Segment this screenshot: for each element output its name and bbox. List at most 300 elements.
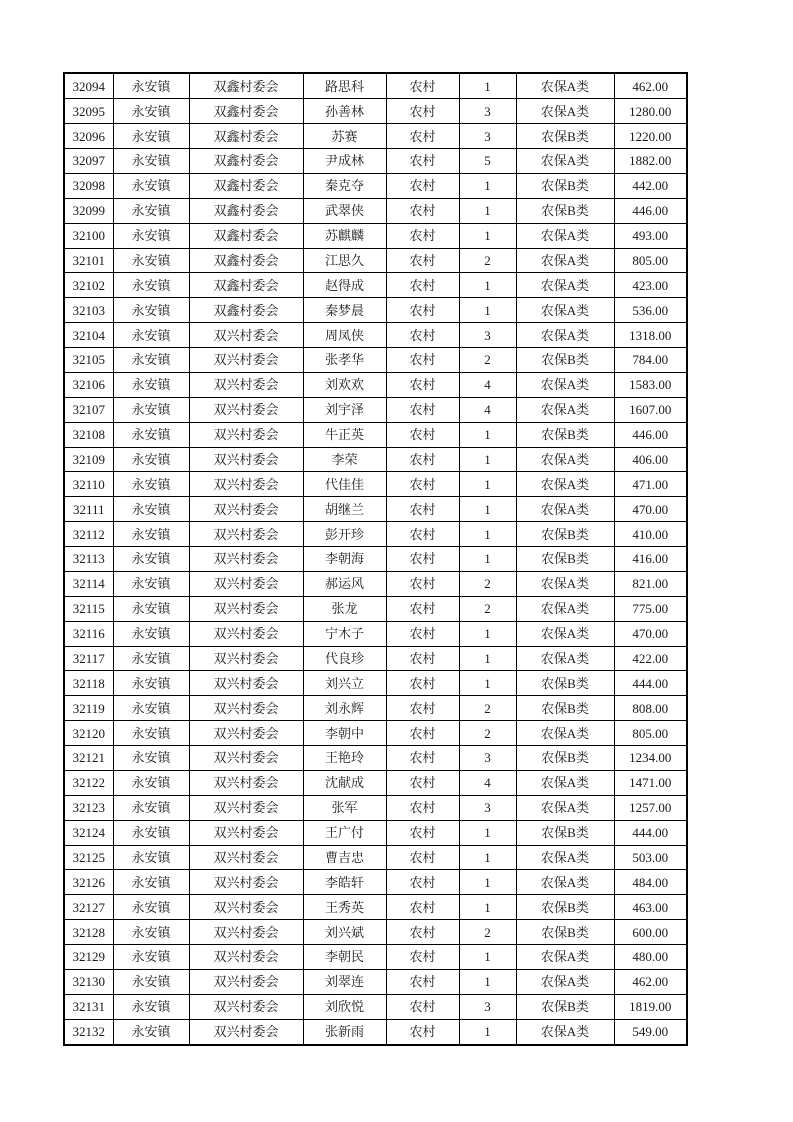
cell-type: 农保A类 xyxy=(516,73,614,99)
cell-amount: 446.00 xyxy=(614,198,687,223)
cell-amount: 784.00 xyxy=(614,348,687,373)
cell-count: 1 xyxy=(459,198,516,223)
cell-town: 永安镇 xyxy=(113,248,189,273)
cell-category: 农村 xyxy=(386,397,459,422)
cell-id: 32127 xyxy=(64,895,113,920)
cell-amount: 493.00 xyxy=(614,223,687,248)
cell-town: 永安镇 xyxy=(113,671,189,696)
cell-type: 农保A类 xyxy=(516,273,614,298)
cell-town: 永安镇 xyxy=(113,621,189,646)
cell-town: 永安镇 xyxy=(113,522,189,547)
cell-type: 农保A类 xyxy=(516,571,614,596)
cell-count: 2 xyxy=(459,920,516,945)
table-row xyxy=(64,870,687,895)
cell-category: 农村 xyxy=(386,895,459,920)
cell-amount: 1882.00 xyxy=(614,149,687,174)
table-row xyxy=(64,447,687,472)
cell-amount: 470.00 xyxy=(614,497,687,522)
cell-amount: 422.00 xyxy=(614,646,687,671)
cell-type: 农保A类 xyxy=(516,497,614,522)
cell-category: 农村 xyxy=(386,372,459,397)
cell-name: 李朝民 xyxy=(303,945,386,970)
cell-count: 1 xyxy=(459,895,516,920)
cell-type: 农保A类 xyxy=(516,1019,614,1045)
cell-amount: 444.00 xyxy=(614,820,687,845)
cell-village: 双兴村委会 xyxy=(189,348,303,373)
cell-village: 双鑫村委会 xyxy=(189,149,303,174)
cell-town: 永安镇 xyxy=(113,124,189,149)
cell-type: 农保B类 xyxy=(516,422,614,447)
cell-village: 双兴村委会 xyxy=(189,372,303,397)
cell-count: 2 xyxy=(459,571,516,596)
cell-id: 32112 xyxy=(64,522,113,547)
cell-category: 农村 xyxy=(386,596,459,621)
cell-town: 永安镇 xyxy=(113,1019,189,1045)
cell-count: 3 xyxy=(459,746,516,771)
cell-village: 双兴村委会 xyxy=(189,795,303,820)
cell-count: 3 xyxy=(459,323,516,348)
cell-village: 双兴村委会 xyxy=(189,845,303,870)
cell-type: 农保B类 xyxy=(516,348,614,373)
cell-category: 农村 xyxy=(386,348,459,373)
cell-amount: 805.00 xyxy=(614,248,687,273)
cell-type: 农保A类 xyxy=(516,298,614,323)
cell-count: 1 xyxy=(459,298,516,323)
cell-id: 32114 xyxy=(64,571,113,596)
cell-count: 1 xyxy=(459,845,516,870)
cell-id: 32113 xyxy=(64,547,113,572)
cell-name: 江思久 xyxy=(303,248,386,273)
cell-id: 32115 xyxy=(64,596,113,621)
cell-type: 农保B类 xyxy=(516,895,614,920)
cell-id: 32106 xyxy=(64,372,113,397)
cell-name: 李朝海 xyxy=(303,547,386,572)
cell-town: 永安镇 xyxy=(113,372,189,397)
cell-town: 永安镇 xyxy=(113,298,189,323)
table-row xyxy=(64,397,687,422)
cell-type: 农保B类 xyxy=(516,696,614,721)
records-tbody xyxy=(64,73,687,1045)
table-row xyxy=(64,198,687,223)
cell-id: 32109 xyxy=(64,447,113,472)
cell-village: 双鑫村委会 xyxy=(189,298,303,323)
cell-id: 32098 xyxy=(64,173,113,198)
cell-category: 农村 xyxy=(386,124,459,149)
cell-amount: 805.00 xyxy=(614,721,687,746)
cell-name: 路思科 xyxy=(303,73,386,99)
cell-category: 农村 xyxy=(386,671,459,696)
table-row xyxy=(64,124,687,149)
cell-name: 刘翠连 xyxy=(303,969,386,994)
cell-amount: 444.00 xyxy=(614,671,687,696)
cell-type: 农保A类 xyxy=(516,845,614,870)
table-row xyxy=(64,671,687,696)
cell-id: 32099 xyxy=(64,198,113,223)
cell-name: 曹吉忠 xyxy=(303,845,386,870)
cell-count: 4 xyxy=(459,372,516,397)
cell-category: 农村 xyxy=(386,447,459,472)
cell-count: 1 xyxy=(459,820,516,845)
cell-type: 农保A类 xyxy=(516,721,614,746)
cell-name: 刘欣悦 xyxy=(303,994,386,1019)
table-row xyxy=(64,721,687,746)
table-row xyxy=(64,323,687,348)
cell-category: 农村 xyxy=(386,721,459,746)
cell-category: 农村 xyxy=(386,920,459,945)
cell-village: 双鑫村委会 xyxy=(189,273,303,298)
cell-category: 农村 xyxy=(386,547,459,572)
cell-village: 双兴村委会 xyxy=(189,323,303,348)
cell-town: 永安镇 xyxy=(113,472,189,497)
table-row xyxy=(64,969,687,994)
cell-amount: 1471.00 xyxy=(614,770,687,795)
cell-village: 双鑫村委会 xyxy=(189,248,303,273)
cell-amount: 423.00 xyxy=(614,273,687,298)
cell-name: 宁木子 xyxy=(303,621,386,646)
cell-amount: 1257.00 xyxy=(614,795,687,820)
cell-town: 永安镇 xyxy=(113,746,189,771)
table-row xyxy=(64,746,687,771)
table-row xyxy=(64,696,687,721)
cell-town: 永安镇 xyxy=(113,497,189,522)
cell-count: 1 xyxy=(459,1019,516,1045)
cell-type: 农保A类 xyxy=(516,870,614,895)
cell-id: 32111 xyxy=(64,497,113,522)
cell-category: 农村 xyxy=(386,571,459,596)
cell-name: 代良珍 xyxy=(303,646,386,671)
cell-amount: 410.00 xyxy=(614,522,687,547)
cell-village: 双兴村委会 xyxy=(189,547,303,572)
cell-category: 农村 xyxy=(386,646,459,671)
cell-amount: 775.00 xyxy=(614,596,687,621)
table-row xyxy=(64,820,687,845)
cell-village: 双兴村委会 xyxy=(189,497,303,522)
cell-category: 农村 xyxy=(386,422,459,447)
cell-town: 永安镇 xyxy=(113,149,189,174)
cell-amount: 471.00 xyxy=(614,472,687,497)
cell-village: 双兴村委会 xyxy=(189,870,303,895)
cell-amount: 1234.00 xyxy=(614,746,687,771)
cell-category: 农村 xyxy=(386,621,459,646)
table-row xyxy=(64,571,687,596)
cell-amount: 503.00 xyxy=(614,845,687,870)
cell-town: 永安镇 xyxy=(113,397,189,422)
cell-count: 1 xyxy=(459,621,516,646)
cell-town: 永安镇 xyxy=(113,870,189,895)
table-row xyxy=(64,472,687,497)
cell-id: 32104 xyxy=(64,323,113,348)
cell-town: 永安镇 xyxy=(113,895,189,920)
cell-village: 双鑫村委会 xyxy=(189,99,303,124)
cell-village: 双鑫村委会 xyxy=(189,173,303,198)
cell-name: 王秀英 xyxy=(303,895,386,920)
cell-amount: 1280.00 xyxy=(614,99,687,124)
cell-village: 双兴村委会 xyxy=(189,472,303,497)
cell-town: 永安镇 xyxy=(113,422,189,447)
table-row xyxy=(64,895,687,920)
cell-id: 32107 xyxy=(64,397,113,422)
cell-count: 1 xyxy=(459,547,516,572)
cell-village: 双兴村委会 xyxy=(189,646,303,671)
cell-name: 王艳玲 xyxy=(303,746,386,771)
cell-count: 1 xyxy=(459,173,516,198)
cell-village: 双兴村委会 xyxy=(189,770,303,795)
cell-village: 双兴村委会 xyxy=(189,920,303,945)
cell-type: 农保A类 xyxy=(516,945,614,970)
cell-count: 3 xyxy=(459,124,516,149)
cell-type: 农保B类 xyxy=(516,920,614,945)
cell-count: 2 xyxy=(459,348,516,373)
cell-count: 1 xyxy=(459,73,516,99)
cell-category: 农村 xyxy=(386,770,459,795)
table-row xyxy=(64,99,687,124)
cell-town: 永安镇 xyxy=(113,547,189,572)
cell-category: 农村 xyxy=(386,497,459,522)
cell-type: 农保A类 xyxy=(516,372,614,397)
table-row xyxy=(64,298,687,323)
table-row xyxy=(64,273,687,298)
table-row xyxy=(64,223,687,248)
cell-count: 1 xyxy=(459,870,516,895)
cell-category: 农村 xyxy=(386,223,459,248)
cell-category: 农村 xyxy=(386,298,459,323)
cell-name: 武翠侠 xyxy=(303,198,386,223)
table-row xyxy=(64,248,687,273)
cell-town: 永安镇 xyxy=(113,920,189,945)
cell-id: 32120 xyxy=(64,721,113,746)
cell-town: 永安镇 xyxy=(113,73,189,99)
cell-id: 32129 xyxy=(64,945,113,970)
cell-town: 永安镇 xyxy=(113,969,189,994)
cell-town: 永安镇 xyxy=(113,845,189,870)
table-row xyxy=(64,596,687,621)
cell-amount: 1819.00 xyxy=(614,994,687,1019)
cell-category: 农村 xyxy=(386,845,459,870)
cell-village: 双兴村委会 xyxy=(189,571,303,596)
table-row xyxy=(64,372,687,397)
cell-type: 农保B类 xyxy=(516,820,614,845)
cell-name: 李荣 xyxy=(303,447,386,472)
cell-count: 1 xyxy=(459,422,516,447)
cell-town: 永安镇 xyxy=(113,696,189,721)
cell-category: 农村 xyxy=(386,696,459,721)
cell-type: 农保B类 xyxy=(516,746,614,771)
cell-count: 2 xyxy=(459,721,516,746)
cell-category: 农村 xyxy=(386,746,459,771)
cell-type: 农保B类 xyxy=(516,522,614,547)
cell-id: 32097 xyxy=(64,149,113,174)
cell-amount: 462.00 xyxy=(614,969,687,994)
cell-id: 32124 xyxy=(64,820,113,845)
cell-id: 32121 xyxy=(64,746,113,771)
cell-category: 农村 xyxy=(386,198,459,223)
cell-count: 4 xyxy=(459,770,516,795)
cell-count: 4 xyxy=(459,397,516,422)
table-row xyxy=(64,497,687,522)
cell-village: 双兴村委会 xyxy=(189,596,303,621)
cell-count: 1 xyxy=(459,671,516,696)
cell-id: 32126 xyxy=(64,870,113,895)
table-row xyxy=(64,173,687,198)
cell-count: 5 xyxy=(459,149,516,174)
cell-id: 32095 xyxy=(64,99,113,124)
cell-id: 32116 xyxy=(64,621,113,646)
table-row xyxy=(64,522,687,547)
cell-name: 张军 xyxy=(303,795,386,820)
table-row xyxy=(64,945,687,970)
cell-amount: 1318.00 xyxy=(614,323,687,348)
cell-type: 农保A类 xyxy=(516,248,614,273)
cell-village: 双鑫村委会 xyxy=(189,73,303,99)
cell-type: 农保A类 xyxy=(516,770,614,795)
cell-name: 胡继兰 xyxy=(303,497,386,522)
cell-id: 32122 xyxy=(64,770,113,795)
cell-name: 尹成林 xyxy=(303,149,386,174)
cell-amount: 462.00 xyxy=(614,73,687,99)
cell-type: 农保B类 xyxy=(516,547,614,572)
cell-name: 代佳佳 xyxy=(303,472,386,497)
table-row xyxy=(64,621,687,646)
records-table xyxy=(63,72,688,1046)
cell-village: 双兴村委会 xyxy=(189,696,303,721)
cell-name: 张龙 xyxy=(303,596,386,621)
cell-amount: 536.00 xyxy=(614,298,687,323)
cell-category: 农村 xyxy=(386,795,459,820)
cell-village: 双兴村委会 xyxy=(189,895,303,920)
cell-id: 32117 xyxy=(64,646,113,671)
cell-category: 农村 xyxy=(386,820,459,845)
cell-id: 32132 xyxy=(64,1019,113,1045)
cell-town: 永安镇 xyxy=(113,571,189,596)
cell-village: 双兴村委会 xyxy=(189,447,303,472)
cell-id: 32102 xyxy=(64,273,113,298)
cell-id: 32123 xyxy=(64,795,113,820)
cell-name: 刘宇泽 xyxy=(303,397,386,422)
cell-id: 32119 xyxy=(64,696,113,721)
cell-village: 双鑫村委会 xyxy=(189,198,303,223)
cell-name: 沈献成 xyxy=(303,770,386,795)
cell-category: 农村 xyxy=(386,173,459,198)
cell-village: 双兴村委会 xyxy=(189,522,303,547)
cell-id: 32103 xyxy=(64,298,113,323)
cell-category: 农村 xyxy=(386,248,459,273)
cell-id: 32110 xyxy=(64,472,113,497)
table-row xyxy=(64,770,687,795)
cell-town: 永安镇 xyxy=(113,348,189,373)
cell-count: 1 xyxy=(459,273,516,298)
cell-amount: 1220.00 xyxy=(614,124,687,149)
cell-village: 双兴村委会 xyxy=(189,969,303,994)
cell-id: 32094 xyxy=(64,73,113,99)
cell-town: 永安镇 xyxy=(113,223,189,248)
cell-town: 永安镇 xyxy=(113,447,189,472)
cell-town: 永安镇 xyxy=(113,273,189,298)
cell-type: 农保B类 xyxy=(516,173,614,198)
cell-type: 农保B类 xyxy=(516,124,614,149)
cell-category: 农村 xyxy=(386,149,459,174)
cell-name: 刘欢欢 xyxy=(303,372,386,397)
cell-id: 32130 xyxy=(64,969,113,994)
cell-name: 孙善林 xyxy=(303,99,386,124)
table-row xyxy=(64,845,687,870)
cell-name: 牛正英 xyxy=(303,422,386,447)
table-row xyxy=(64,73,687,99)
cell-village: 双鑫村委会 xyxy=(189,124,303,149)
cell-type: 农保A类 xyxy=(516,99,614,124)
table-row xyxy=(64,547,687,572)
cell-village: 双兴村委会 xyxy=(189,621,303,646)
cell-id: 32128 xyxy=(64,920,113,945)
cell-village: 双兴村委会 xyxy=(189,746,303,771)
cell-count: 2 xyxy=(459,696,516,721)
cell-town: 永安镇 xyxy=(113,795,189,820)
table-row xyxy=(64,646,687,671)
cell-name: 郝运风 xyxy=(303,571,386,596)
cell-village: 双兴村委会 xyxy=(189,721,303,746)
cell-count: 1 xyxy=(459,945,516,970)
cell-amount: 1607.00 xyxy=(614,397,687,422)
cell-town: 永安镇 xyxy=(113,323,189,348)
cell-village: 双兴村委会 xyxy=(189,1019,303,1045)
cell-count: 1 xyxy=(459,472,516,497)
cell-type: 农保A类 xyxy=(516,447,614,472)
cell-village: 双兴村委会 xyxy=(189,994,303,1019)
cell-count: 1 xyxy=(459,522,516,547)
cell-amount: 416.00 xyxy=(614,547,687,572)
cell-count: 1 xyxy=(459,646,516,671)
cell-amount: 1583.00 xyxy=(614,372,687,397)
cell-id: 32118 xyxy=(64,671,113,696)
cell-amount: 484.00 xyxy=(614,870,687,895)
cell-village: 双兴村委会 xyxy=(189,397,303,422)
cell-type: 农保B类 xyxy=(516,671,614,696)
cell-town: 永安镇 xyxy=(113,994,189,1019)
cell-id: 32131 xyxy=(64,994,113,1019)
cell-category: 农村 xyxy=(386,945,459,970)
cell-type: 农保A类 xyxy=(516,596,614,621)
cell-id: 32125 xyxy=(64,845,113,870)
cell-id: 32100 xyxy=(64,223,113,248)
cell-town: 永安镇 xyxy=(113,596,189,621)
cell-village: 双兴村委会 xyxy=(189,945,303,970)
cell-amount: 470.00 xyxy=(614,621,687,646)
cell-category: 农村 xyxy=(386,99,459,124)
cell-count: 3 xyxy=(459,795,516,820)
cell-name: 苏赛 xyxy=(303,124,386,149)
cell-category: 农村 xyxy=(386,994,459,1019)
cell-name: 张新雨 xyxy=(303,1019,386,1045)
cell-type: 农保A类 xyxy=(516,621,614,646)
cell-type: 农保A类 xyxy=(516,149,614,174)
cell-amount: 463.00 xyxy=(614,895,687,920)
cell-type: 农保A类 xyxy=(516,223,614,248)
table-row xyxy=(64,348,687,373)
cell-count: 1 xyxy=(459,447,516,472)
cell-village: 双兴村委会 xyxy=(189,422,303,447)
cell-category: 农村 xyxy=(386,969,459,994)
table-row xyxy=(64,1019,687,1045)
table-row xyxy=(64,920,687,945)
cell-count: 1 xyxy=(459,223,516,248)
cell-count: 2 xyxy=(459,596,516,621)
cell-category: 农村 xyxy=(386,1019,459,1045)
cell-category: 农村 xyxy=(386,870,459,895)
cell-town: 永安镇 xyxy=(113,945,189,970)
cell-category: 农村 xyxy=(386,323,459,348)
cell-amount: 480.00 xyxy=(614,945,687,970)
cell-name: 秦梦晨 xyxy=(303,298,386,323)
cell-type: 农保B类 xyxy=(516,994,614,1019)
